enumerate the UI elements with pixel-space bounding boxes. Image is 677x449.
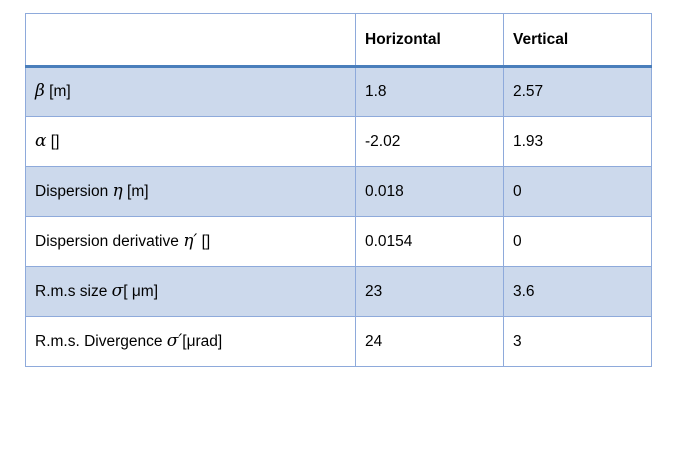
symbol-prime: ′	[178, 330, 183, 351]
label-prefix: R.m.s. Divergence	[35, 332, 167, 350]
label-suffix: []	[50, 132, 60, 150]
beam-optics-parameters-table	[25, 13, 652, 367]
table-header-row	[26, 14, 652, 67]
cell-horizontal: 24	[356, 317, 504, 367]
cell-vertical: 3	[504, 317, 652, 367]
row-label-rms-divergence	[26, 317, 356, 367]
label-prefix: Dispersion	[35, 182, 113, 200]
symbol-eta: η	[183, 230, 194, 251]
label-suffix: [μrad]	[182, 332, 223, 350]
row-label-rms-size	[26, 267, 356, 317]
label-prefix: Dispersion derivative	[35, 232, 184, 250]
table-header	[26, 14, 652, 67]
cell-horizontal: -2.02	[356, 117, 504, 167]
cell-horizontal: 0.018	[356, 167, 504, 217]
symbol-sigma: σ	[111, 280, 124, 301]
row-label-beta	[26, 67, 356, 117]
symbol-sigma: σ	[166, 330, 179, 351]
cell-horizontal: 23	[356, 267, 504, 317]
table-body	[26, 67, 652, 367]
cell-vertical: 1.93	[504, 117, 652, 167]
table-row	[26, 167, 652, 217]
row-label-dispersion	[26, 167, 356, 217]
label-prefix: R.m.s size	[35, 282, 112, 300]
table-row	[26, 267, 652, 317]
cell-horizontal: 1.8	[356, 67, 504, 117]
column-header-horizontal: Horizontal	[356, 14, 504, 67]
symbol-beta: β	[35, 81, 45, 102]
symbol-prime: ′	[193, 230, 198, 251]
cell-vertical: 3.6	[504, 267, 652, 317]
label-suffix: [m]	[127, 182, 149, 200]
cell-horizontal: 0.0154	[356, 217, 504, 267]
table-row	[26, 67, 652, 117]
cell-vertical: 2.57	[504, 67, 652, 117]
column-header-vertical: Vertical	[504, 14, 652, 67]
symbol-eta: η	[112, 180, 123, 201]
label-suffix: [m]	[49, 83, 71, 101]
row-label-dispersion-derivative	[26, 217, 356, 267]
label-suffix: [ μm]	[123, 282, 159, 300]
column-header-parameter	[26, 14, 356, 67]
row-label-alpha	[26, 117, 356, 167]
label-suffix: []	[201, 232, 211, 250]
table-row	[26, 117, 652, 167]
cell-vertical: 0	[504, 217, 652, 267]
cell-vertical: 0	[504, 167, 652, 217]
symbol-alpha: α	[35, 130, 47, 151]
table-row	[26, 317, 652, 367]
table-row	[26, 217, 652, 267]
